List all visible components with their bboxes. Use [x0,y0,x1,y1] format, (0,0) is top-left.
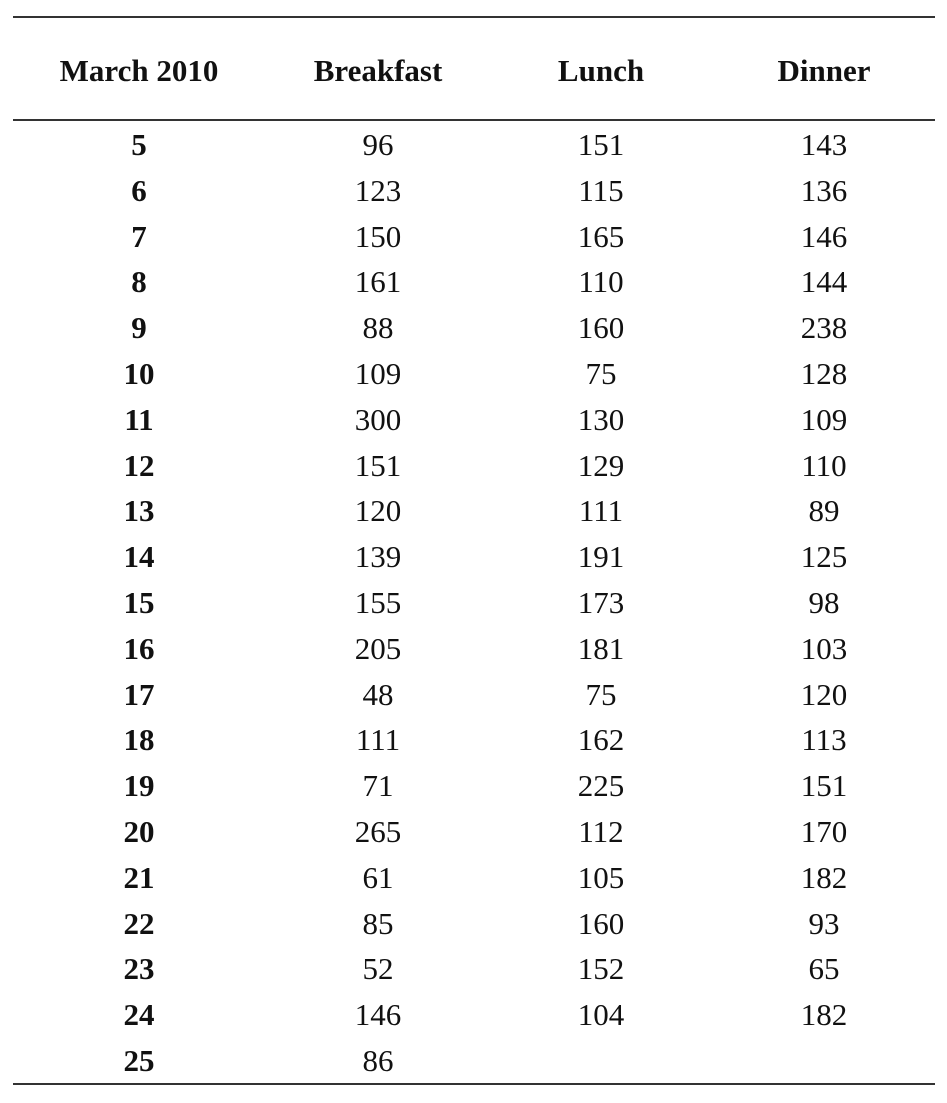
table-row [13,716,935,762]
table-row [13,396,935,442]
table-row [13,1037,935,1083]
breakfast-cell: 120 [354,493,402,529]
dinner-cell: 125 [800,539,848,575]
lunch-cell: 191 [577,539,625,575]
table-row [13,900,935,946]
day-cell: 12 [123,447,155,483]
lunch-cell: 173 [577,585,625,620]
breakfast-cell: 161 [354,264,402,300]
dinner-cell: 128 [800,356,848,391]
lunch-cell: 225 [577,768,625,804]
dinner-cell: 89 [808,493,840,529]
dinner-cell: 144 [800,264,848,300]
table-row [13,991,935,1037]
table-row [13,304,935,350]
table-row [13,808,935,854]
dinner-cell: 65 [808,951,840,987]
breakfast-cell: 155 [354,585,402,620]
day-cell: 8 [131,264,147,300]
day-cell: 15 [123,585,155,620]
lunch-cell: 105 [577,859,625,895]
breakfast-cell: 111 [355,722,401,758]
day-cell: 24 [123,997,155,1033]
header-breakfast: Breakfast [313,53,443,88]
day-cell: 5 [131,127,147,162]
breakfast-cell: 265 [354,814,402,849]
day-cell: 9 [131,310,147,346]
breakfast-cell: 96 [362,127,394,162]
breakfast-cell: 300 [354,401,402,437]
dinner-cell: 113 [801,722,847,758]
header-dinner: Dinner [777,53,871,88]
day-cell: 21 [123,859,155,895]
lunch-cell: 110 [578,264,624,300]
lunch-cell: 104 [577,997,625,1033]
dinner-cell: 93 [808,905,840,941]
day-cell: 20 [123,814,155,849]
day-cell: 13 [123,493,155,529]
day-cell: 17 [123,676,155,712]
lunch-cell: 181 [577,630,625,666]
dinner-cell: 98 [808,585,840,620]
breakfast-cell: 205 [354,630,402,666]
breakfast-cell: 52 [362,951,394,987]
dinner-cell: 103 [800,630,848,666]
breakfast-cell: 109 [354,356,402,391]
table-row [13,258,935,304]
lunch-cell: 75 [585,356,617,391]
lunch-cell: 151 [577,127,625,162]
day-cell: 7 [131,218,147,254]
day-cell: 19 [123,768,155,804]
breakfast-cell: 150 [354,218,402,254]
lunch-cell: 152 [577,951,625,987]
table-row [13,671,935,717]
day-cell: 25 [123,1043,155,1078]
day-cell: 14 [123,539,155,575]
lunch-cell: 162 [577,722,625,758]
breakfast-cell: 86 [362,1043,394,1078]
lunch-cell: 75 [585,676,617,712]
day-cell: 22 [123,905,155,941]
table-row [13,487,935,533]
breakfast-cell: 146 [354,997,402,1033]
dinner-cell: 151 [800,768,848,804]
breakfast-cell: 61 [362,859,394,895]
breakfast-cell: 48 [362,676,394,712]
lunch-cell: 130 [577,401,625,437]
dinner-cell: 109 [800,401,848,437]
table-row [13,121,935,167]
breakfast-cell: 151 [354,447,402,483]
lunch-cell: 111 [578,493,624,529]
table-row [13,213,935,259]
table-row [13,945,935,991]
bottom-rule [13,1083,935,1085]
dinner-cell: 146 [800,218,848,254]
dinner-cell: 238 [800,310,848,346]
breakfast-cell: 85 [362,905,394,941]
lunch-cell: 160 [577,310,625,346]
table-row [13,350,935,396]
breakfast-cell: 123 [354,172,402,208]
day-cell: 23 [123,951,155,987]
table-row [13,854,935,900]
lunch-cell: 112 [578,814,624,849]
dinner-cell: 143 [800,127,848,162]
day-cell: 18 [123,722,155,758]
table-row [13,533,935,579]
table-row [13,579,935,625]
header-lunch: Lunch [557,53,645,88]
lunch-cell: 115 [578,172,624,208]
dinner-cell: 120 [800,676,848,712]
breakfast-cell: 88 [362,310,394,346]
lunch-cell: 165 [577,218,625,254]
dinner-cell: 182 [800,997,848,1033]
table-body [13,121,935,1083]
day-cell: 6 [131,172,147,208]
meal-count-table [13,16,935,1085]
table-row [13,442,935,488]
dinner-cell: 170 [800,814,848,849]
table-row [13,167,935,213]
header-month: March 2010 [59,53,219,88]
table-row [13,625,935,671]
dinner-cell: 110 [801,447,847,483]
breakfast-cell: 139 [354,539,402,575]
day-cell: 16 [123,630,155,666]
dinner-cell: 182 [800,859,848,895]
lunch-cell: 129 [577,447,625,483]
table-header-row [13,18,935,119]
dinner-cell: 136 [800,172,848,208]
day-cell: 10 [123,356,155,391]
lunch-cell: 160 [577,905,625,941]
breakfast-cell: 71 [362,768,394,804]
day-cell: 11 [124,401,154,437]
table-row [13,762,935,808]
